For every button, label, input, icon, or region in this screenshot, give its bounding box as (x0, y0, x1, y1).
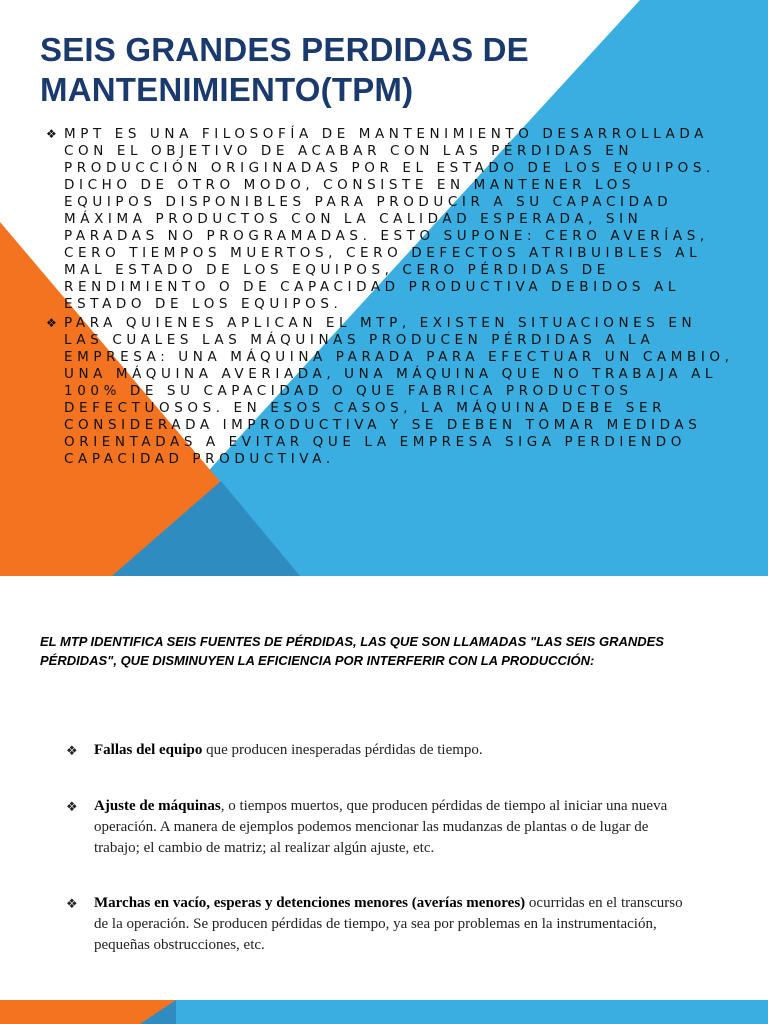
footer-blue-shape (176, 1000, 768, 1024)
footer-strip-shapes (0, 1000, 768, 1024)
slide-2 (0, 576, 768, 1024)
diamond-bullet-icon: ❖ (66, 896, 78, 911)
bullet-text: MPT ES UNA FILOSOFÍA DE MANTENIMIENTO DESARROLLADA CON EL OBJETIVO DE ACABAR CON LAS PÉRDIDAS EN PRODUCCIÓN ORIGINADAS POR EL ESTADO DE LOS EQUIPOS. DICHO DE OTRO MODO, CONSISTE EN MANTENER LOS EQUIPOS DISPONIBLES PARA PRODUCIR A SU CAPACIDAD MÁXIMA PRODUCTOS CON LA CALIDAD ESPERADA, SIN PARADAS NO PROGRAMADAS. ESTO SUPONE: CERO AVERÍAS, CERO TIEMPOS MUERTOS, CERO DEFECTOS ATRIBUIBLES AL MAL ESTADO DE LOS EQUIPOS, CERO PÉRDIDAS DE RENDIMIENTO O DE CAPACIDAD PRODUCTIVA DEBIDOS AL ESTADO DE LOS EQUIPOS. (64, 126, 715, 312)
losses-list (66, 740, 686, 956)
bullet-item (46, 315, 736, 468)
loss-item (66, 740, 686, 761)
loss-item (66, 893, 686, 956)
loss-item-text: ocurridas en el transcurso de la operación. Se producen pérdidas de tiempo, ya sea por problemas en la instrumentación, pequeñas obstrucciones, etc. (94, 895, 683, 953)
loss-item-title: Fallas del equipo (94, 742, 203, 758)
diamond-bullet-icon: ❖ (46, 127, 57, 141)
loss-item-title: Ajuste de máquinas (94, 798, 221, 814)
loss-item-title: Marchas en vacío, esperas y detenciones menores (averías menores) (94, 895, 526, 911)
bullet-item (46, 126, 736, 313)
diamond-bullet-icon: ❖ (66, 799, 78, 814)
bullet-text: PARA QUIENES APLICAN EL MTP, EXISTEN SITUACIONES EN LAS CUALES LAS MÁQUINAS PRODUCEN PÉRDIDAS A LA EMPRESA: UNA MÁQUINA PARADA PARA EFECTUAR UN CAMBIO, UNA MÁQUINA AVERIADA, UNA MÁQUINA QUE NO TRABAJA AL 100% DE SU CAPACIDAD O QUE FABRICA PRODUCTOS DEFECTUOSOS. EN ESOS CASOS, LA MÁQUINA DEBE SER CONSIDERADA IMPRODUCTIVA Y SE DEBEN TOMAR MEDIDAS ORIENTADAS A EVITAR QUE LA EMPRESA SIGA PERDIENDO CAPACIDAD PRODUCTIVA. (64, 315, 734, 467)
loss-item (66, 796, 686, 859)
loss-item-text: , o tiempos muertos, que producen pérdidas de tiempo al iniciar una nueva operación. A manera de ejemplos podemos mencionar las mudanzas de plantas o de lugar de trabajo; el cambio de matriz; al realizar algún ajuste, etc. (94, 798, 668, 856)
diamond-bullet-icon: ❖ (66, 743, 78, 758)
intro-text: EL MTP IDENTIFICA SEIS FUENTES DE PÉRDIDAS, LAS QUE SON LLAMADAS "LAS SEIS GRANDES PÉRDIDAS", QUE DISMINUYEN LA EFICIENCIA POR INTERFERIR CON LA PRODUCCIÓN: (40, 634, 664, 668)
slide-title (40, 30, 740, 110)
title-line-2: MANTENIMIENTO(TPM) (40, 71, 414, 108)
title-line-1: SEIS GRANDES PERDIDAS DE (40, 31, 529, 68)
loss-item-text: que producen inesperadas pérdidas de tiempo. (202, 742, 483, 758)
bullet-list (46, 126, 736, 470)
diamond-bullet-icon: ❖ (46, 316, 57, 330)
